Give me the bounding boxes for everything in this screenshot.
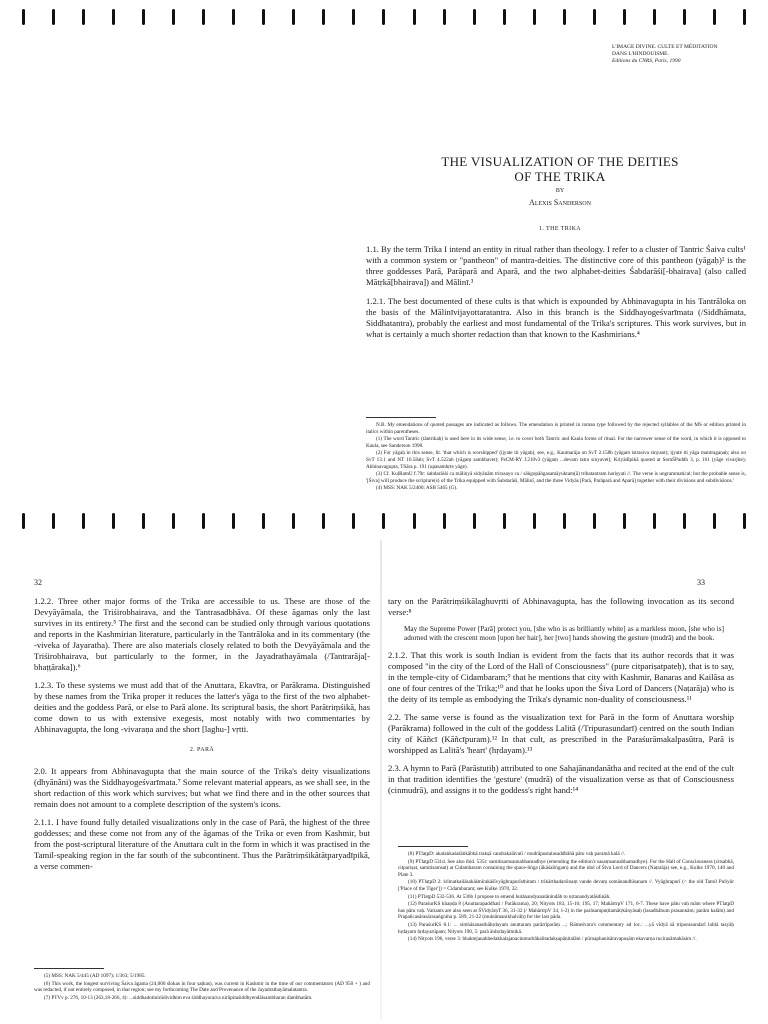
footnote: (1) The word Tantric (tāntrikaḥ) is used here in its wide sense, i.e. to cover both Tantric and Kaula forms of ritual. For the narrower sense of the word, in which it is opposed to Kaula, see Sanderson 1990. <box>366 436 746 449</box>
paragraph: tary on the Parātriṃśikālaghuvṛtti of Abhinavagupta, has the following invocation as its second verse:⁸ <box>388 596 734 617</box>
article-title <box>360 154 760 184</box>
binding-holes-top <box>0 4 768 30</box>
section-heading: 1. THE TRIKA <box>538 226 582 232</box>
publisher-line: Editions du CNRS, Paris, 1990 <box>612 58 681 64</box>
title-line: OF THE TRIKA <box>514 169 606 184</box>
publisher-note <box>612 44 752 65</box>
publisher-line: DANS L'HINDOUISME. <box>612 51 669 57</box>
footnote-rule <box>366 417 436 418</box>
paragraph: 1.1. By the term Trika I intend an entity in ritual rather than theology. I refer to a cluster of Tantric Śaiva cults¹ with a common system or "pantheon" of mantra-deities. The distinctive core of this pantheon (yāgaḥ)² is the three goddesses Parā, Parāparā and Aparā, and the two alphabet-deities Śabdarāśi[-bhairava] (also called Mātṛkā[bhairava]) and Mālinī.³ <box>366 244 746 287</box>
footnote: (9) PTlaṭpD 531d. See also ibid. 535r: samitisamsannabhamadhye (emending the edition's sasaṃsannabhamadhye). For the Hall of Consciousness (citsabhā, citpariṣat, samitisamsat) at Cidambaram containing the space-liṅga (ākāśaliṅgam) and the idol of Śiva Lord of Dancers (Naṭarāja) see, e.g., Kulke 1970, 140 and Plate 3. <box>398 858 734 878</box>
paragraph: 2.2. The same verse is found as the visualization text for Parā in the form of Anuttara worship (Parākrama) followed in the cult of the goddess Lalitā (/Tripurasundarī) centred on the south Indian city of Kāñcī (Kāñcīpuram).¹² In that cult, as prescribed in the Paraśurāmakalpasūtra, Parā is worshipped as Lalitā's 'heart' (hṛdayam).¹³ <box>388 712 734 755</box>
footnote: (12) ParaśurKS khaṇḍa 8 (Anuttarapaddhati / Parākrama), 20; Nityots 183, 15-16; 195, 17; MahārtrpV 171, 6-7. These have pātu vaḥ mām where PTlaṭpD has pātu vaḥ. Variants are also seen at ŚVidyārṇT 36, 31-32 (/ MahārtrpV 34, 1-2) in the parāsampuṭitamātṛkānyāsaḥ (lasadbāhum prasannām; parām kalām) and Prapañcasārasārasaṅgraha p. 589, 21-22 (muktāmanikhalvāḥ) for the last pāda. <box>398 901 734 921</box>
footnote: (5) MSS: NAK 5/445 (AD 1097); 1/363; 5/1985. <box>44 973 146 979</box>
footnote: (11) PTlaṭpD 532-536. At 536b I propose to emend hutānandyanatānindāh to nṛtanandyatāśdināh. <box>408 893 611 900</box>
footnote: (13) ParaśurKS 8.1: ... simhāsanasthāhṛdayam anuttaram parātrīparāṃ ...; Rāmeśvara's commentary ad loc.: ...yā vidyā sā tripurasundarī lalitā tasyāḥ hṛdayam hṛdayarūpam; Nityots 190, 5: parā ānhṛdayātmikā. <box>398 921 734 935</box>
footnotes <box>398 844 734 944</box>
page-number: 32 <box>34 578 42 587</box>
paragraph: 2.0. It appears from Abhinavagupta that the main source of the Trika's deity visualizations (dhyānāni) was the Siddhayogeśvarīmata.⁷ Some relevant material appears, as we shall see, in the short redaction of this work which survives; but what we find there and in the other sources that remain does not amount to a complete description of the system's icons. <box>34 766 370 809</box>
footnotes <box>34 966 370 1002</box>
footnote: N.B. My emendations of quoted passages are indicated as follows. The emendation is printed in roman type followed by the rejected syllables of the MS or edition printed in italics within parentheses. <box>366 422 746 435</box>
author-name: Alexis Sanderson <box>529 198 591 207</box>
top-page <box>360 30 760 500</box>
left-page <box>34 596 370 1016</box>
binding-holes-middle <box>0 508 768 534</box>
paragraph: 2.3. A hymn to Parā (Parāstutiḥ) attributed to one Sahajānandanātha and recited at the end of the cult in that tradition identifies the 'gesture' (mudrā) of the visualization verse as that of Consciousness (cinmudrā), and assigns it to the goddess's right hand:¹⁴ <box>388 763 734 795</box>
footnote: (10) PTlaṭpD 2: śrīmatkailāsakāśmīrakāśīvyāghrapurīsthitam / trikārthadarśinaṃ vande devaṃ somānandhīsanam //. Vyāghrapurī (< the old Tamil Puliyūr ['Place of the Tiger']) = Cidambaram; see Kulke 1970, 32. <box>398 879 734 892</box>
footnote-rule <box>398 846 468 847</box>
footnote: (8) PTlaṭpD: akalaṅkaśaśāṅkābhā trakṣā candrakalāvatī / mudrāpustalasaddbāhā pātu vaḥ paramā kalā //. <box>408 851 626 857</box>
block-quote: May the Supreme Power [Parā] protect you, [she who is as brilliantly white] as a markless moon, [she who is] adorned with the crescent moon [upon her hair], her [two] hands showing the gesture (mudrā) and the book. <box>404 625 724 642</box>
paragraph: 2.1.2. That this work is south Indian is evident from the facts that its author records that it was composed "in the city of the Lord of the Hall of Consciousness" (pure citpariṣatpateḥ), that is to say, in the temple-city of Cidambaram;⁹ that he mentions that city with Kashmir, Banaras and Kailāsa as one of four centres of the Trika;¹⁰ and that he looks upon the Śiva Lord of Dancers (Naṭarāja) who is the deity of its temple as embodying the Trika's dynamic non-duality of consciousness.¹¹ <box>388 650 734 704</box>
right-page <box>388 596 734 1016</box>
publisher-line: L'IMAGE DIVINE. CULTE ET MÉDITATION <box>612 44 718 50</box>
body-text <box>366 244 746 348</box>
footnote: (6) This work, the longest surviving Śaiva āgama (24,000 ślokas in four ṣaṭkas), was current in Kashmir in the time of our commentators (AD 950 + ) and was redacted, if not entirely composed, in that region; see my forthcoming The Date and Provenance of the Jayadrathayāmalatantra. <box>34 980 370 994</box>
footnote: (4) MSS: NAK 5/2400; ASB 5465 (G). <box>376 485 458 492</box>
body-text <box>388 596 734 796</box>
title-line: THE VISUALIZATION OF THE DEITIES <box>441 154 679 169</box>
paragraph: 1.2.1. The best documented of these cults is that which is expounded by Abhinavagupta in his Tantrāloka on the basis of the Mālinīvijayottaratantra. Also in this branch is the Siddhayogeśvarīmata (/Siddhāmata, Siddhatantra), probably the earliest and most fundamental of the Trika's scriptures. This work survives, but in what is certainly a much shorter redaction than that known to the Kashmirians.⁴ <box>366 296 746 339</box>
body-text <box>34 596 370 872</box>
footnotes <box>366 415 746 493</box>
page-gutter <box>380 540 382 1020</box>
page-number: 33 <box>697 578 705 587</box>
paragraph: 2.1.1. I have found fully detailed visualizations only in the case of Parā, the highest of the three goddesses; and these come not from any of the āgamas of the Trika or even from Kashmir, but from the post-scriptural literature of the Anuttara cult in the form in which it was practised in the Tamil-speaking region in the far south of the subcontinent. Thus the Parātriṃśikātātparyadīpikā, a verse commen- <box>34 817 370 871</box>
footnote: (14) Nityots 196, verse 3: bhaktejanahhedakhalajanacinmudrākalitadakṣapāṇitalām / pūrnaphanisāravapuṣāṃ ekavarṇa rucirasāmahāsim //. <box>408 936 697 943</box>
footnote: (2) For yāgaḥ in this sense, lit. 'that which is worshipped' (ijyate iti yāgaḥ), see, e.g., Kaumarāja on SvT 2.158b (yāgam istrasiva sinyant); ijyate iti yāga mantragaṇaḥ; also on SvT 13.1 and NT 16.58ab; SvT 4.522ab (yāgaṃ sambhavet); PsCM-RY f.210v3 (yāgaṃ ...devam tatra sinyavet); Kriyādīpikā quoted at SomŚPaddh 3, p. 161 (yāge vivarjite); Abhinavagupta, TSāra p. 191 (upasamhṛte yāge). <box>366 450 746 470</box>
paragraph: 1.2.3. To these systems we must add that of the Anuttara, Ekavīra, or Parākrama. Distinguished by these names from the Trika proper it reduces the latter's yāga to the first of the two alphabet-deities and the goddess Parā, or else to Parā alone. Its scriptural basis, the short Parātriṃśikā, has come down to us with extensive exegesis, most notably with two commentaries by Abhinavagupta, the long -vivaraṇa and the short [laghu-] vṛtti. <box>34 680 370 734</box>
paragraph: 1.2.2. Three other major forms of the Trika are accessible to us. These are those of the Devyāyāmala, the Triśirobhairava, and the Tantrasadbhāva. Of these āgamas only the last survives in its entirety.⁵ The first and the second can be studied only through various quotations and reports in the Kashmirian literature, particularly in the Tantrāloka and in its commentary (the -viveka of Jayaratha). There are also materials closely related to both the Devyāyāmala and the Triśirobhairava, but particularly to the former, in the Jayadrathayāmala (/Tantrarāja[-bhaṭṭāraka]).⁶ <box>34 596 370 672</box>
footnote: (7) PTVv p. 276, 10-13 (263,18-266, 4): ...siddhadotinirūdividhim eva śiddhayoraiva nirūpitaśiddhyendāisambharan dambhatām. <box>44 994 313 1001</box>
footnote: (3) Cf. KuḷRatnU f.79r: śabdarāśiś ca mālinyā sidyānām trirasayo ca / sāṅgopāṅgasamāyuktam(ā) tribatantram hariṣyati //. The verse is ungrammatical; but the probable sense is, '[Śiva] will produce the scripture(s) of the Trika equipped with Śabdarāśi, Mālinī, and the three Vidyās [Parā, Parāparā and Aparā] together with their divisions and subdivisions.' <box>366 471 746 484</box>
section-heading: 2. PARĀ <box>189 747 215 753</box>
footnote-rule <box>34 968 104 969</box>
byline-by: BY <box>555 188 565 194</box>
